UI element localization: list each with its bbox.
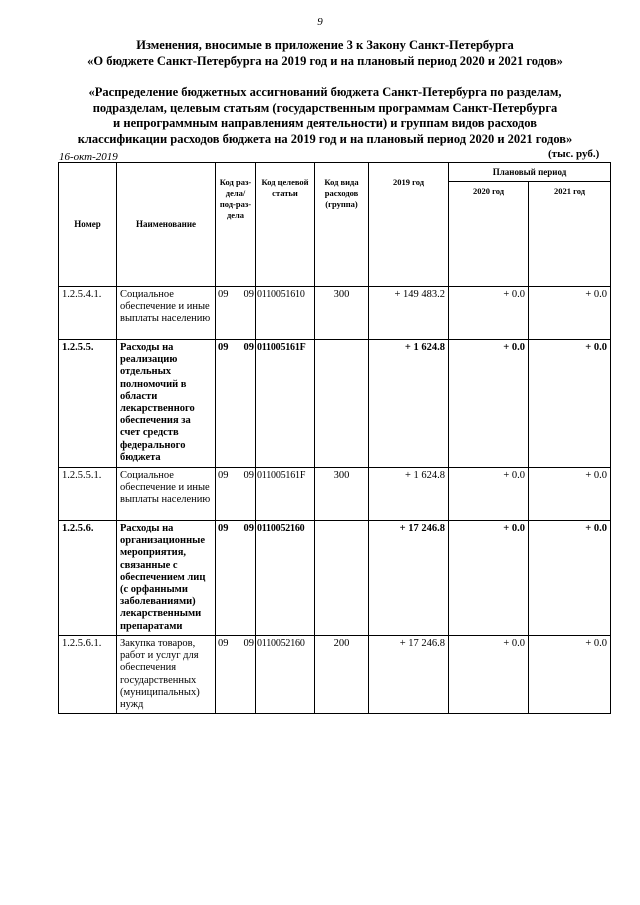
- row-vr: 300: [315, 468, 369, 521]
- document-date: 16-окт-2019: [59, 151, 118, 163]
- header-2019: 2019 год: [369, 163, 449, 287]
- row-razdel: [216, 340, 256, 468]
- budget-table: [58, 162, 611, 714]
- row-rz: 09: [218, 638, 229, 649]
- page-number: 9: [317, 16, 323, 28]
- row-vr: [315, 340, 369, 468]
- row-prz: 09: [243, 470, 254, 481]
- row-2019: + 17 246.8: [369, 636, 449, 714]
- header-cs: Код целевой статьи: [256, 163, 315, 287]
- subtitle-line-3: и непрограммным направлениям деятельности) и группам видов расходов: [113, 116, 537, 130]
- row-vr: 300: [315, 287, 369, 340]
- document-subtitle: [30, 85, 620, 147]
- row-2019: + 1 624.8: [369, 340, 449, 468]
- header-name: Наименование: [117, 163, 216, 287]
- table-row: [59, 287, 611, 340]
- row-2019: + 149 483.2: [369, 287, 449, 340]
- row-name: Закупка товаров, работ и услуг для обеспечения государственных (муниципальных) нужд: [117, 636, 216, 714]
- row-prz: 09: [243, 289, 254, 300]
- row-cs: 0110052160: [256, 521, 315, 636]
- row-rz: 09: [218, 289, 229, 300]
- row-number: 1.2.5.4.1.: [59, 287, 117, 340]
- row-2020: + 0.0: [449, 636, 529, 714]
- row-2021: + 0.0: [529, 468, 611, 521]
- header-number: Номер: [59, 163, 117, 287]
- row-cs: 0110051610: [256, 287, 315, 340]
- row-prz: 09: [243, 638, 254, 649]
- row-2020: + 0.0: [449, 340, 529, 468]
- header-vr: Код вида расходов (группа): [315, 163, 369, 287]
- row-2020: + 0.0: [449, 287, 529, 340]
- row-number: 1.2.5.6.: [59, 521, 117, 636]
- row-prz: 09: [243, 523, 254, 534]
- row-razdel: [216, 468, 256, 521]
- subtitle-line-1: «Распределение бюджетных ассигнований бюджета Санкт-Петербурга по разделам,: [88, 85, 562, 99]
- table-row: [59, 636, 611, 714]
- row-prz: 09: [243, 342, 254, 353]
- row-2021: + 0.0: [529, 521, 611, 636]
- header-2021: 2021 год: [529, 182, 611, 287]
- header-2020: 2020 год: [449, 182, 529, 287]
- row-2020: + 0.0: [449, 468, 529, 521]
- header-razdel: Код раз-дела/ под-раз-дела: [216, 163, 256, 287]
- row-2020: + 0.0: [449, 521, 529, 636]
- row-cs: 011005161F: [256, 468, 315, 521]
- row-vr: [315, 521, 369, 636]
- row-2021: + 0.0: [529, 636, 611, 714]
- row-razdel: [216, 521, 256, 636]
- row-rz: 09: [218, 523, 229, 534]
- title-line-2: «О бюджете Санкт-Петербурга на 2019 год и на плановый период 2020 и 2021 годов»: [87, 53, 563, 68]
- row-razdel: [216, 287, 256, 340]
- row-name: Социальное обеспечение и иные выплаты населению: [117, 468, 216, 521]
- row-number: 1.2.5.6.1.: [59, 636, 117, 714]
- title-line-1: Изменения, вносимые в приложение 3 к Закону Санкт-Петербурга: [136, 38, 514, 52]
- subtitle-line-2: подразделам, целевым статьям (государственным программам Санкт-Петербурга: [92, 100, 558, 115]
- row-razdel: [216, 636, 256, 714]
- row-2021: + 0.0: [529, 287, 611, 340]
- row-2021: + 0.0: [529, 340, 611, 468]
- document-title: [30, 38, 620, 69]
- row-2019: + 1 624.8: [369, 468, 449, 521]
- row-cs: 0110052160: [256, 636, 315, 714]
- row-number: 1.2.5.5.1.: [59, 468, 117, 521]
- row-name: Расходы на организационные мероприятия, связанные с обеспечением лиц (с орфанными заболеваниями) лекарственными препаратами: [117, 521, 216, 636]
- subtitle-line-4: классификации расходов бюджета на 2019 год и на плановый период 2020 и 2021 годов»: [77, 131, 573, 146]
- table-row: [59, 340, 611, 468]
- table-row: [59, 468, 611, 521]
- row-name: Социальное обеспечение и иные выплаты населению: [117, 287, 216, 340]
- header-planned-period: Плановый период: [449, 163, 611, 182]
- row-name: Расходы на реализацию отдельных полномочий в области лекарственного обеспечения за счет средств федерального бюджета: [117, 340, 216, 468]
- row-vr: 200: [315, 636, 369, 714]
- table-row: [59, 521, 611, 636]
- row-2019: + 17 246.8: [369, 521, 449, 636]
- row-rz: 09: [218, 470, 229, 481]
- row-rz: 09: [218, 342, 229, 353]
- row-cs: 011005161F: [256, 340, 315, 468]
- row-number: 1.2.5.5.: [59, 340, 117, 468]
- units-label: (тыс. руб.): [548, 148, 600, 160]
